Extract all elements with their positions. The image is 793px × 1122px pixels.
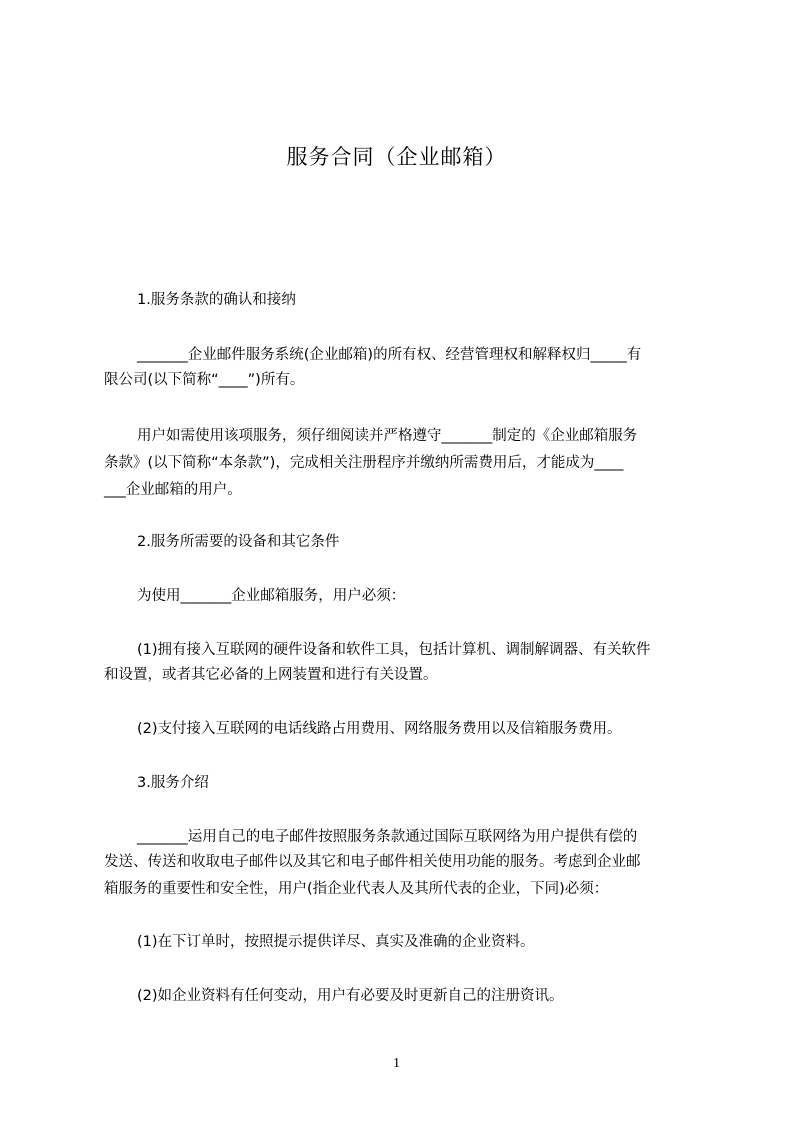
- list-item-line: (2)如企业资料有任何变动，用户有必要及时更新自己的注册资讯。: [137, 988, 564, 1004]
- paragraph-line: 发送、传送和收取电子邮件以及其它和电子邮件相关使用功能的服务。考虑到企业邮: [104, 854, 641, 870]
- paragraph-line: 限公司(以下简称“____”)所有。: [104, 372, 305, 388]
- paragraph-line: ___企业邮箱的用户。: [104, 482, 242, 498]
- list-item-line: 和设置，或者其它必备的上网装置和进行有关设置。: [104, 667, 438, 683]
- paragraph-line: 箱服务的重要性和安全性，用户(指企业代表人及其所代表的企业，下同)必须：: [104, 881, 609, 897]
- list-item-line: (1)拥有接入互联网的硬件设备和软件工具，包括计算机、调制解调器、有关软件: [137, 642, 651, 658]
- paragraph-line: 为使用_______企业邮箱服务，用户必须：: [137, 588, 406, 604]
- paragraph-line: _______运用自己的电子邮件按照服务条款通过国际互联网络为用户提供有偿的: [137, 829, 638, 845]
- list-item-line: (1)在下订单时，按照提示提供详尽、真实及准确的企业资料。: [137, 934, 535, 950]
- paragraph-line: 条款》(以下简称“本条款”)，完成相关注册程序并缴纳所需费用后，才能成为____: [104, 455, 624, 471]
- section-heading-1: 1.服务条款的确认和接纳: [137, 292, 296, 308]
- section-heading-2: 2.服务所需要的设备和其它条件: [137, 534, 340, 550]
- section-heading-3: 3.服务介绍: [137, 775, 209, 791]
- document-title: 服务合同（企业邮箱）: [286, 145, 507, 169]
- paragraph-line: _______企业邮件服务系统(企业邮箱)的所有权、经营管理权和解释权归_____有: [137, 347, 642, 363]
- paragraph-line: 用户如需使用该项服务，须仔细阅读并严格遵守_______制定的《企业邮箱服务: [137, 428, 638, 444]
- list-item-line: (2)支付接入互联网的电话线路占用费用、网络服务费用以及信箱服务费用。: [137, 721, 622, 737]
- page-number: 1: [393, 1056, 400, 1071]
